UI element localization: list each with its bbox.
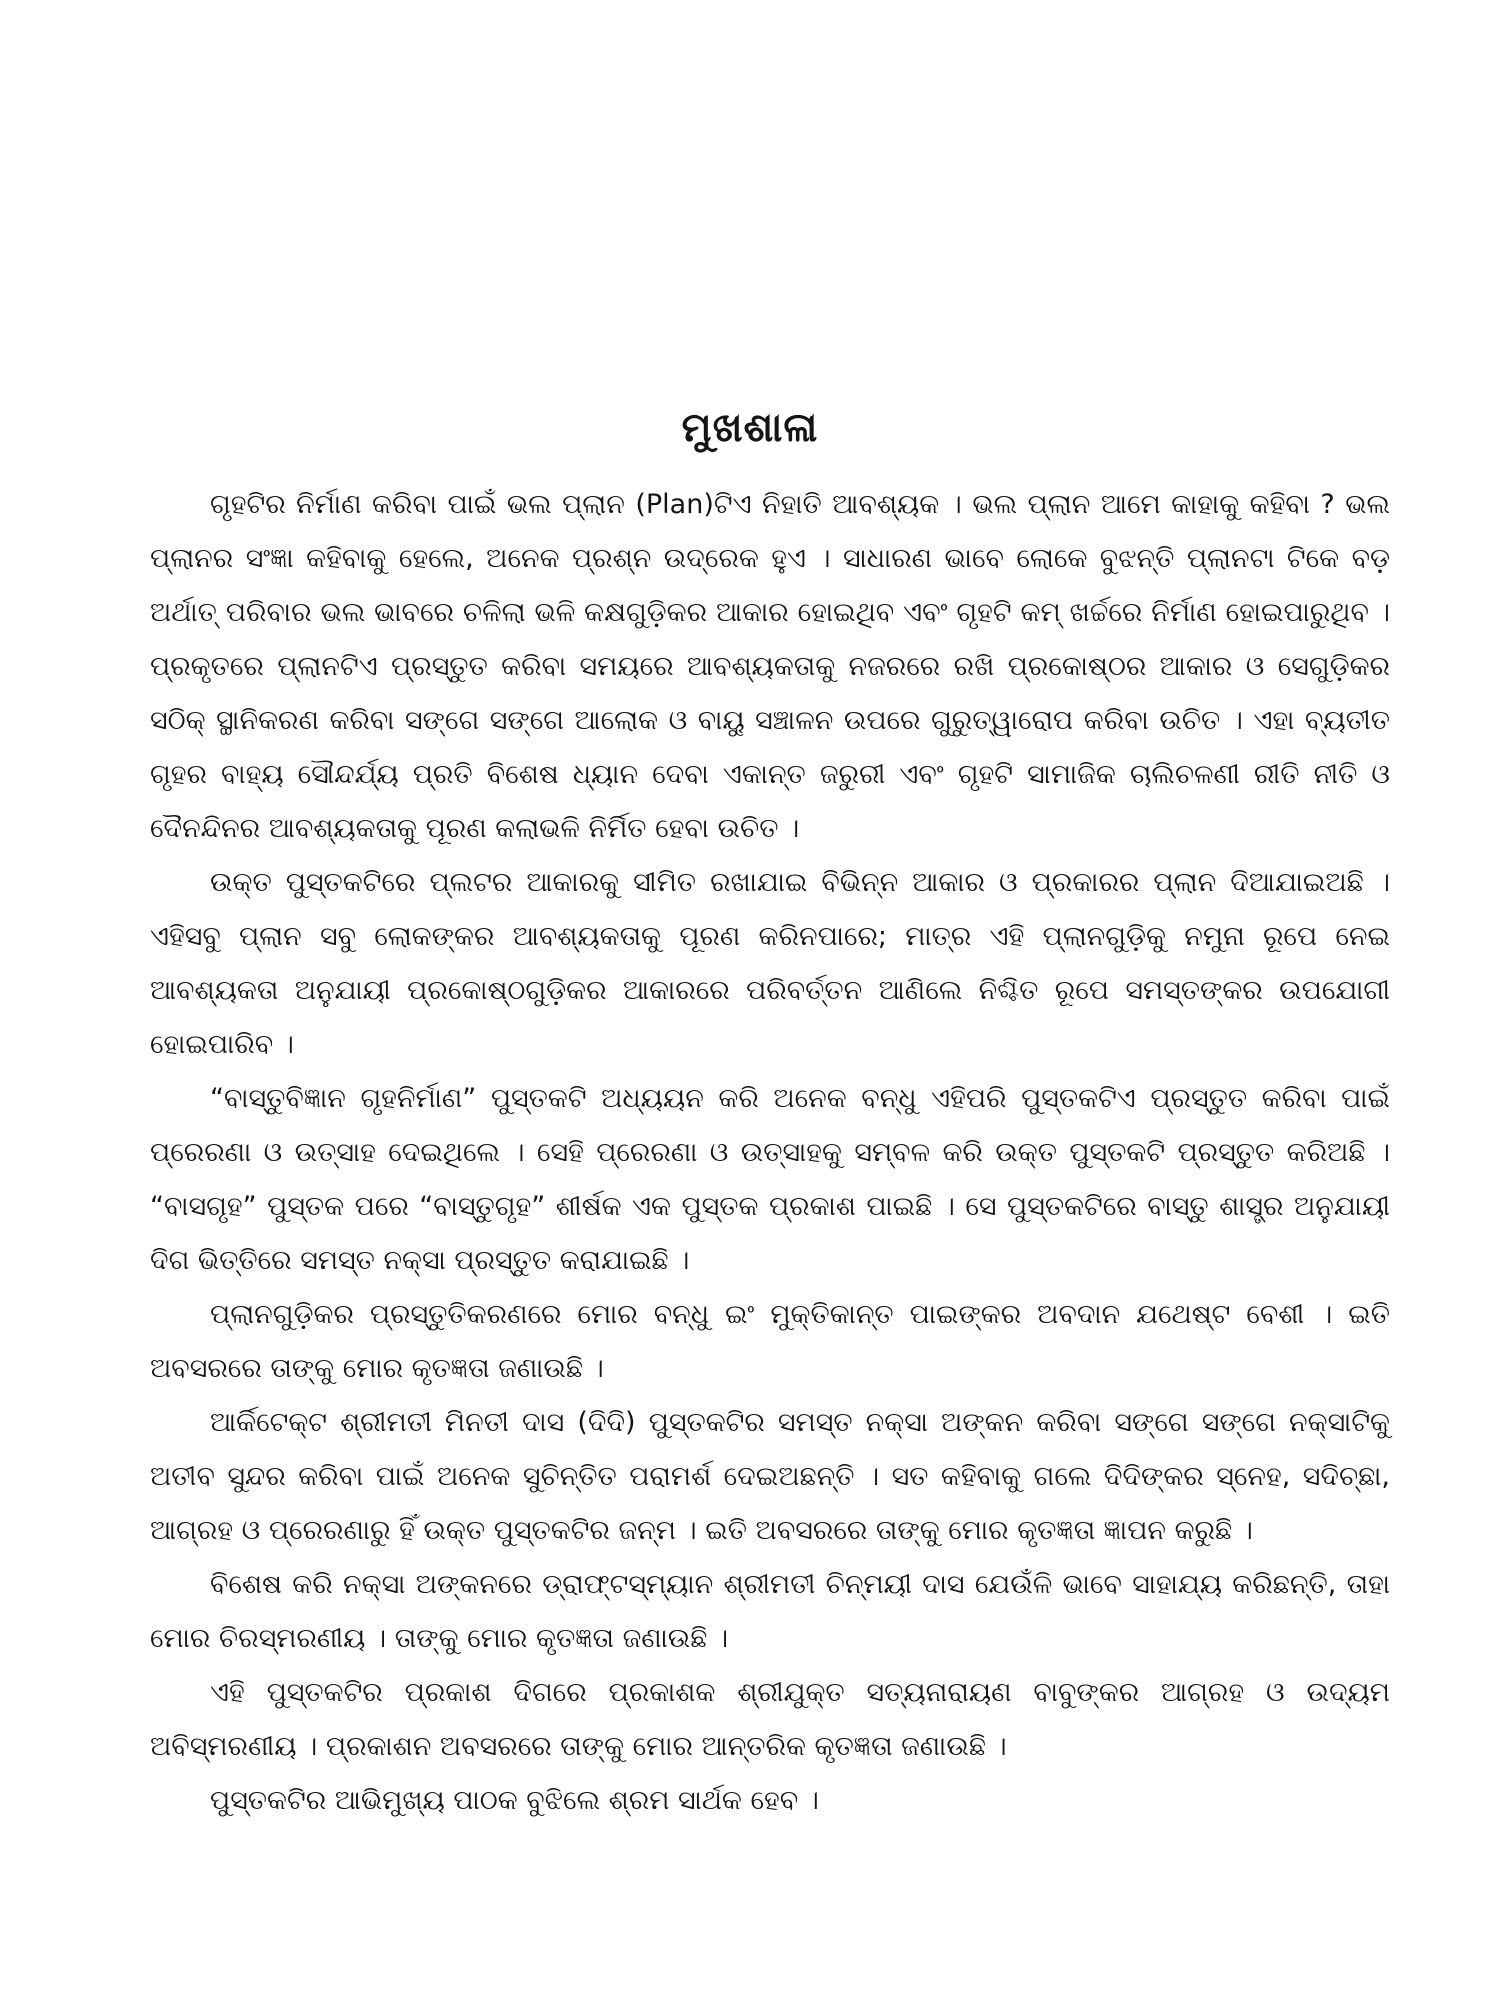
paragraph-1: ଗୃହଟିର ନିର୍ମାଣ କରିବା ପାଇଁ ଭଲ ପ୍ଲାନ (Plan)ଟିଏ ନିହାତି ଆବଶ୍ୟକ । ଭଲ ପ୍ଲାନ ଆମେ କାହାକୁ କହିବା ? ଭଲ ପ୍ଲାନର ସଂଜ୍ଞା କହିବାକୁ ହେଲେ, ଅନେକ ପ୍ରଶ୍ନ ଉଦ୍ରେକ ହୁଏ । ସାଧାରଣ ଭାବେ ଲୋକେ ବୁଝନ୍ତି ପ୍ଲାନଟା ଟିକେ ବଡ଼ ଅର୍ଥାତ୍ ପରିବାର ଭଲ ଭାବରେ ଚଳିଲା ଭଳି କକ୍ଷଗୁଡ଼ିକର ଆକାର ହୋଇଥିବ ଏବଂ ଗୃହଟି କମ୍ ଖର୍ଚ୍ଚରେ ନିର୍ମାଣ ହୋଇପାରୁଥିବ । ପ୍ରକୃତରେ ପ୍ଲାନଟିଏ ପ୍ରସ୍ତୁତ କରିବା ସମୟରେ ଆବଶ୍ୟକତାକୁ ନଜରରେ ରଖି ପ୍ରକୋଷ୍ଠର ଆକାର ଓ ସେଗୁଡ଼ିକର ସଠିକ୍ ସ୍ଥାନିକରଣ କରିବା ସଙ୍ଗେ ସଙ୍ଗେ ଆଲୋକ ଓ ବାୟୁ ସଞ୍ଚାଳନ ଉପରେ ଗୁରୁତ୍ୱାରୋପ କରିବା ଉଚିତ । ଏହା ବ୍ୟତୀତ ଗୃହର ବାହ୍ୟ ସୌନ୍ଦର୍ଯ୍ୟ ପ୍ରତି ବିଶେଷ ଧ୍ୟାନ ଦେବା ଏକାନ୍ତ ଜରୁରୀ ଏବଂ ଗୃହଟି ସାମାଜିକ ଚାଲିଚଳଣୀ ରୀତି ନୀତି ଓ ଦୈନନ୍ଦିନର ଆବଶ୍ୟକତାକୁ ପୂରଣ କଲାଭଳି ନିର୍ମିତ ହେବା ଉଚିତ ।: [150, 489, 1390, 844]
paragraph-7: ଏହି ପୁସ୍ତକଟିର ପ୍ରକାଶ ଦିଗରେ ପ୍ରକାଶକ ଶ୍ରୀଯୁକ୍ତ ସତ୍ୟନାରାୟଣ ବାବୁଙ୍କର ଆଗ୍ରହ ଓ ଉଦ୍ୟମ ଅବିସ୍ମରଣୀୟ । ପ୍ରକାଶନ ଅବସରରେ ତାଙ୍କୁ ମୋର ଆନ୍ତରିକ କୃତଜ୍ଞତା ଜଣାଉଛି ।: [150, 1677, 1390, 1762]
paragraph-6: ବିଶେଷ କରି ନକ୍ସା ଅଙ୍କନରେ ଡ୍ରାଫ୍ଟସ୍ମ୍ୟାନ ଶ୍ରୀମତୀ ଚିନ୍ମୟୀ ଦାସ ଯେଉଁଳି ଭାବେ ସାହାଯ୍ୟ କରିଛନ୍ତି, ତାହା ମୋର ଚିରସ୍ମରଣୀୟ । ତାଙ୍କୁ ମୋର କୃତଜ୍ଞତା ଜଣାଉଛି ।: [150, 1569, 1390, 1654]
paragraph-2: ଉକ୍ତ ପୁସ୍ତକଟିରେ ପ୍ଲଟର ଆକାରକୁ ସୀମିତ ରଖାଯାଇ ବିଭିନ୍ନ ଆକାର ଓ ପ୍ରକାରର ପ୍ଲାନ ଦିଆଯାଇଅଛି । ଏହିସବୁ ପ୍ଲାନ ସବୁ ଲୋକଙ୍କର ଆବଶ୍ୟକତାକୁ ପୂରଣ କରିନପାରେ; ମାତ୍ର ଏହି ପ୍ଲାନଗୁଡ଼ିକୁ ନମୁନା ରୂପେ ନେଇ ଆବଶ୍ୟକତା ଅନୁଯାୟୀ ପ୍ରକୋଷ୍ଠଗୁଡ଼ିକର ଆକାରରେ ପରିବର୍ତ୍ତନ ଆଣିଲେ ନିଶ୍ଚିତ ରୂପେ ସମସ୍ତଙ୍କର ଉପଯୋଗୀ ହୋଇପାରିବ ।: [150, 867, 1390, 1060]
preface-body: [150, 478, 1390, 1828]
paragraph-5: ଆର୍କିଟେକ୍ଟ ଶ୍ରୀମତୀ ମିନତୀ ଦାସ (ଦିଦି) ପୁସ୍ତକଟିର ସମସ୍ତ ନକ୍ସା ଅଙ୍କନ କରିବା ସଙ୍ଗେ ସଙ୍ଗେ ନକ୍ସାଟିକୁ ଅତୀବ ସୁନ୍ଦର କରିବା ପାଇଁ ଅନେକ ସୁଚିନ୍ତିତ ପରାମର୍ଶ ଦେଇଅଛନ୍ତି । ସତ କହିବାକୁ ଗଲେ ଦିଦିଙ୍କର ସ୍ନେହ, ସଦିଚ୍ଛା, ଆଗ୍ରହ ଓ ପ୍ରେରଣାରୁ ହିଁ ଉକ୍ତ ପୁସ୍ତକଟିର ଜନ୍ମ । ଇତି ଅବସରରେ ତାଙ୍କୁ ମୋର କୃତଜ୍ଞତା ଜ୍ଞାପନ କରୁଛି ।: [150, 1407, 1390, 1546]
paragraph-8: ପୁସ୍ତକଟିର ଆଭିମୁଖ୍ୟ ପାଠକ ବୁଝିଲେ ଶ୍ରମ ସାର୍ଥକ ହେବ ।: [210, 1785, 819, 1816]
page-title: ମୁଖଶାଳା: [681, 405, 819, 451]
paragraph-4: ପ୍ଲାନଗୁଡ଼ିକର ପ୍ରସ୍ତୁତିକରଣରେ ମୋର ବନ୍ଧୁ ଇଂ ମୁକ୍ତିକାନ୍ତ ପାଇଙ୍କର ଅବଦାନ ଯଥେଷ୍ଟ ବେଶୀ । ଇତି ଅବସରରେ ତାଙ୍କୁ ମୋର କୃତଜ୍ଞତା ଜଣାଉଛି ।: [150, 1299, 1390, 1384]
paragraph-3: “ବାସ୍ତୁବିଜ୍ଞାନ ଗୃହନିର୍ମାଣ” ପୁସ୍ତକଟି ଅଧ୍ୟୟନ କରି ଅନେକ ବନ୍ଧୁ ଏହିପରି ପୁସ୍ତକଟିଏ ପ୍ରସ୍ତୁତ କରିବା ପାଇଁ ପ୍ରେରଣା ଓ ଉତ୍ସାହ ଦେଇଥିଲେ । ସେହି ପ୍ରେରଣା ଓ ଉତ୍ସାହକୁ ସମ୍ବଳ କରି ଉକ୍ତ ପୁସ୍ତକଟି ପ୍ରସ୍ତୁତ କରିଅଛି । “ବାସଗୃହ” ପୁସ୍ତକ ପରେ “ବାସ୍ତୁଗୃହ” ଶୀର୍ଷକ ଏକ ପୁସ୍ତକ ପ୍ରକାଶ ପାଇଛି । ସେ ପୁସ୍ତକଟିରେ ବାସ୍ତୁ ଶାସ୍ତ୍ର ଅନୁଯାୟୀ ଦିଗ ଭିତ୍ତିରେ ସମସ୍ତ ନକ୍ସା ପ୍ରସ୍ତୁତ କରାଯାଇଛି ।: [150, 1083, 1390, 1276]
